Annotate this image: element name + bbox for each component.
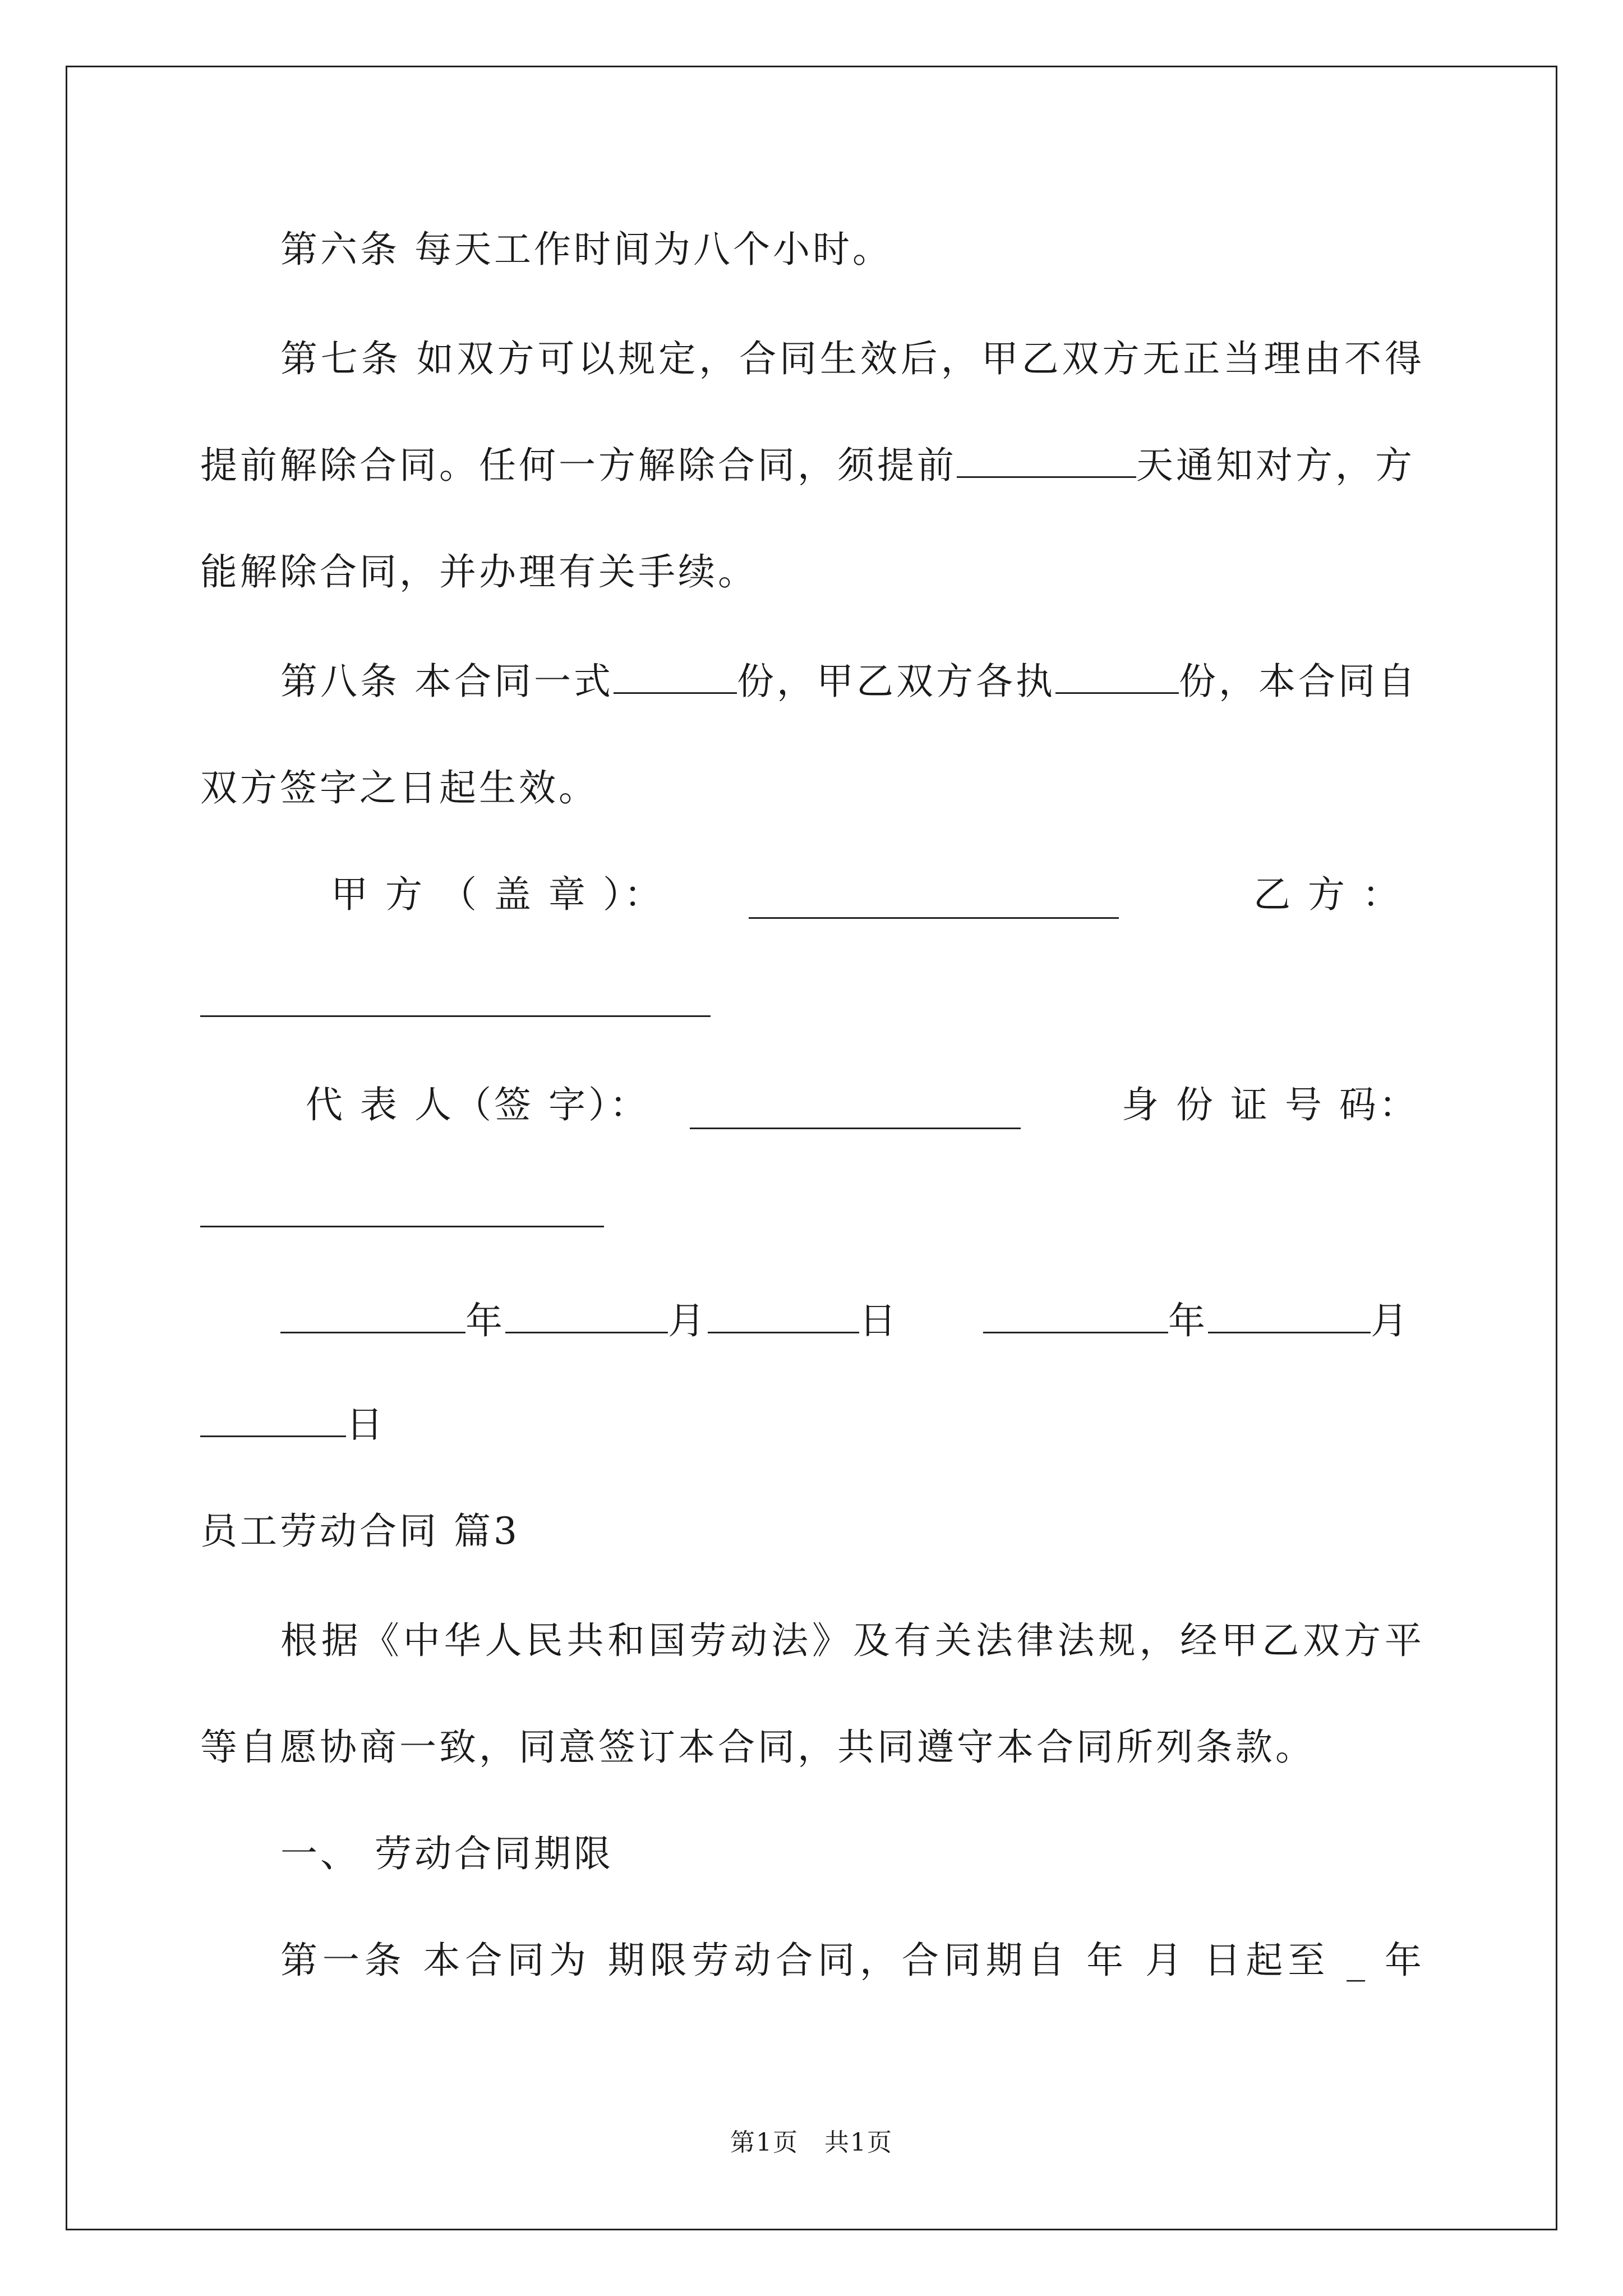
copies-each-blank[interactable] <box>1055 659 1179 694</box>
copies-total-blank[interactable] <box>614 659 737 694</box>
article-7-line1: 第七条 如双方可以规定，合同生效后，甲乙双方无正当理由不得 <box>280 337 1424 380</box>
article-6: 第六条 每天工作时间为八个小时。 <box>280 228 892 271</box>
representative-signature-blank[interactable] <box>690 1094 1021 1129</box>
article-8-line1: 第八条 本合同一式 份，甲乙双方各执 份，本合同自 <box>280 660 1418 703</box>
month-blank-b[interactable] <box>1208 1298 1371 1333</box>
page-border <box>66 66 1557 2230</box>
id-number-blank[interactable] <box>200 1192 604 1227</box>
party-a-line: 甲 方 （ 盖 章 ）： <box>331 873 664 916</box>
id-number-line: 身 份 证 号 码： <box>1122 1083 1419 1126</box>
year-blank-b[interactable] <box>983 1298 1168 1333</box>
party-b-line: 乙 方 ： <box>1253 873 1402 916</box>
page-footer: 第1页 共1页 <box>730 2128 893 2157</box>
date-line-2: 日 <box>200 1397 1423 1453</box>
article-8-line2: 双方签字之日起生效。 <box>200 766 598 809</box>
day-blank-a[interactable] <box>708 1298 859 1333</box>
preamble-line1: 根据《中华人民共和国劳动法》及有关法律法规，经甲乙双方平 <box>280 1619 1424 1662</box>
notice-days-blank[interactable] <box>957 443 1136 478</box>
year-blank-a[interactable] <box>280 1298 465 1333</box>
article-7-line3: 能解除合同，并办理有关手续。 <box>200 550 758 593</box>
article-7-line2: 提前解除合同。任何一方解除合同，须提前 天通知对方，方 <box>200 444 1415 487</box>
representative-line: 代 表 人（签 字）： <box>306 1083 649 1126</box>
section-title: 员工劳动合同 篇3 <box>200 1510 520 1553</box>
party-a-seal-blank[interactable] <box>749 884 1119 919</box>
clause-heading: 一、 劳动合同期限 <box>280 1832 614 1875</box>
preamble-line2: 等自愿协商一致，同意签订本合同，共同遵守本合同所列条款。 <box>200 1726 1315 1769</box>
party-b-blank[interactable] <box>200 982 711 1017</box>
day-blank-b[interactable] <box>200 1402 346 1437</box>
month-blank-a[interactable] <box>505 1298 668 1333</box>
date-line: 年 月 日 年 月 <box>280 1293 1447 1349</box>
article-1-line1: 第一条 本合同为 期限劳动合同，合同期自 年 月 日起至 _ 年 <box>280 1939 1424 1982</box>
